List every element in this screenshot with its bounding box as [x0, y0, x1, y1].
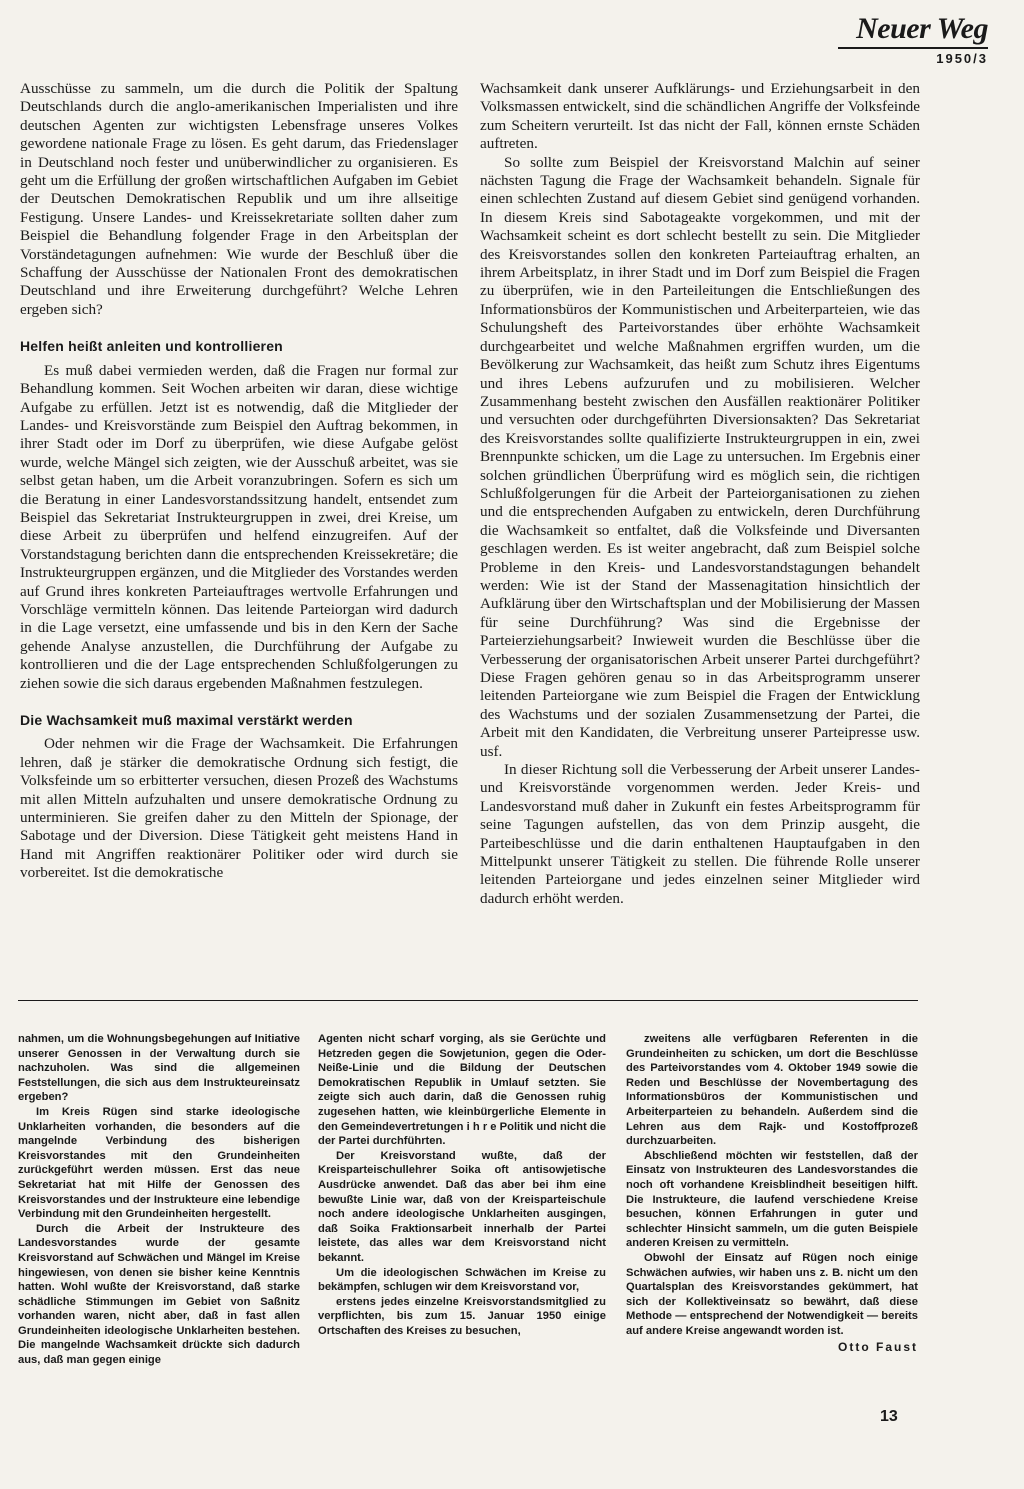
bottom-paragraph: Agenten nicht scharf vorging, als sie Gerüchte und Hetzreden gegen die Sowjetunion, gegen die Oder-Neiße-Linie und die Bildung der Deutschen Demokratischen Republik in Umlauf setzten. Sie zeigte sich auch darin, daß die Genossen ruhig zugesehen hatten, wie kleinbürgerliche Elemente in den Gemeindevertretungen i h r e Politik und nicht die der Partei durchführten. — [318, 1033, 606, 1148]
bottom-paragraph: Abschließend möchten wir feststellen, daß der Einsatz von Instrukteuren des Landesvorstandes die noch oft vorhandene Kreisblindheit beseitigen hilft. Die Instrukteure, die laufend verschiedene Kreise besuchen, können Erfahrungen in guter und schlechter Hinsicht sammeln, um die guten Beispiele anderen Kreisen zu vermitteln. — [626, 1149, 918, 1250]
bottom-paragraph: erstens jedes einzelne Kreisvorstandsmitglied zu verpflichten, bis zum 15. Januar 1950 einige Ortschaften des Kreises zu besuchen, — [318, 1295, 606, 1337]
right-paragraph-3: In dieser Richtung soll die Verbesserung der Arbeit unserer Landes- und Kreisvorstände vorgenommen werden. Jeder Kreis- und Landesvorstand muß daher in Zukunft ein festes Arbeitsprogramm für seine Tagungen aufstellen, das von dem Prinzip ausgeht, die Parteibeschlüsse und die darin enthaltenen Hauptaufgaben in den Mittelpunkt unserer Tätigkeit zu stellen. Die führende Rolle unserer leitenden Parteiorgane und jedes einzelnen seiner Mitglieder wird dadurch erhöht werden. — [480, 761, 920, 907]
left-paragraph-3: Oder nehmen wir die Frage der Wachsamkeit. Die Erfahrungen lehren, daß je stärker die demokratische Ordnung sich festigt, die Volksfeinde um so erbitterter versuchen, diesen Prozeß des Wachstums mit allen Mitteln aufzuhalten und unsere demokratische Ordnung zu unterminieren. Sie greifen daher zu den Mitteln der Spionage, der Sabotage und der Diversion. Diese Tätigkeit geht meistens Hand in Hand mit Angriffen reaktionärer Politiker oder wird durch sie vorbereitet. Ist die demokratische — [20, 735, 458, 882]
bottom-paragraph: Obwohl der Einsatz auf Rügen noch einige Schwächen aufwies, wir haben uns z. B. nicht um den Quartalsplan des Kreisvorstandes gekümmert, hat sich der Kollektiveinsatz so bewährt, daß diese Methode — entsprechend der Notwendigkeit — bereits auf andere Kreise angewandt worden ist. — [626, 1251, 918, 1337]
bottom-column-3 — [626, 1032, 918, 1355]
bottom-column-1 — [18, 1032, 300, 1368]
right-paragraph-2: So sollte zum Beispiel der Kreisvorstand Malchin auf seiner nächsten Tagung die Frage der Wachsamkeit behandeln. Signale für einen schlechten Zustand auf diesem Gebiet sind genügend vorhanden. In diesem Kreis sind Sabotageakte vorgekommen, und mit der Wachsamkeit scheint es dort schlecht bestellt zu sein. Die Mitglieder des Kreisvorstandes sollen den konkreten Parteiauftrag erhalten, an ihrem Arbeitsplatz, in ihrer Stadt und im Dorf zum Beispiel die Fragen zu überprüfen, wie in den Parteileitungen die Entschließungen des Informationsbüros der Kommunistischen und Arbeiterparteien, wie das Schulungsheft des Parteivorstandes über erhöhte Wachsamkeit durchgearbeitet und welche Maßnahmen ergriffen wurden, um die Bevölkerung zur Wachsamkeit, das heißt zum Schutz ihres Eigentums und ihres Lebens aufzurufen und zu mobilisieren. Welcher Zusammenhang besteht zwischen den Ausfällen reaktionärer Politiker und versuchten oder durchgeführten Diversionsakten? Das Sekretariat des Kreisvorstandes sollte qualifizierte Instrukteurgruppen in ein, zwei Brennpunkte schicken, um die Lage zu untersuchen. Im Ergebnis einer solchen gründlichen Überprüfung wird es möglich sein, die richtigen Schlußfolgerungen für die Arbeit der Parteiorganisationen zu ziehen und die entsprechenden Aufgaben zu entwickeln, deren Durchführung die Wachsamkeit so entfaltet, daß die Volksfeinde und Diversanten geschlagen werden. Es ist weiter angebracht, daß zum Beispiel solche Probleme in den Kreis- und Landesvorstandstagungen behandelt werden: Wie ist der Stand der Massenagitation hinsichtlich der Aufklärung über den Wirtschaftsplan und der Mobilisierung der Massen für seine Durchführung? Was sind die Ergebnisse der Parteierziehungsarbeit? Inwieweit wurden die Beschlüsse über die Verbesserung der organisatorischen Arbeit unserer Partei durchgeführt? Diese Fragen gehören genau so in das Arbeitsprogramm unserer leitenden Parteiorgane wie zum Beispiel die Fragen der Entwicklung des Wachstums und der sozialen Zusammensetzung der Partei, die Arbeit mit den Kandidaten, die Verbreitung unserer Parteipresse usw. usf. — [480, 153, 920, 760]
left-paragraph-1: Ausschüsse zu sammeln, um die durch die Politik der Spaltung Deutschlands durch die anglo-amerikanischen Imperialisten und ihre deutschen Agenten zur wichtigsten Lebensfrage unseres Volkes gewordene nationale Frage zu lösen. Es geht darum, das Friedenslager in Deutschland noch fester und unüberwindlicher zu organisieren. Es geht um die Erfüllung der großen wirtschaftlichen Aufgaben im Gebiet der Deutschen Demokratischen Republik und um ihre allseitige Festigung. Unsere Landes- und Kreissekretariate sollten daher zum Beispiel die Behandlung folgender Frage in den Arbeitsplan der Vorständetagungen aufnehmen: Wie wurde der Beschluß über die Schaffung der Ausschüsse der Nationalen Front des demokratischen Deutschland und ihre Erweiterung durchgeführt? Welche Lehren ergeben sich? — [20, 80, 458, 318]
issue-number: 1950/3 — [936, 51, 988, 66]
section-divider — [18, 1000, 918, 1001]
masthead — [838, 14, 988, 66]
right-column — [480, 80, 920, 908]
author-signature: Otto Faust — [838, 1340, 918, 1355]
bottom-paragraph: zweitens alle verfügbaren Referenten in die Grundeinheiten zu schicken, um dort die Beschlüsse des Parteivorstandes vom 4. Oktober 1949 sowie die Reden und Beschlüsse der Novembertagung des Informationsbüros der Kommunistischen und Arbeiterparteien zu behandeln. Außerdem sind die Lehren aus dem Rajk- und Kostoffprozeß durchzuarbeiten. — [626, 1033, 918, 1148]
bottom-paragraph: Im Kreis Rügen sind starke ideologische Unklarheiten vorhanden, die besonders auf die mangelnde Verbindung des bisherigen Kreisvorstandes mit den Grundeinheiten zurückgeführt werden müssen. Erst das neue Sekretariat hat mit Hilfe der Genossen des Kreisvorstandes und der Instrukteure eine lebendige Verbindung mit den Grundeinheiten hergestellt. — [18, 1105, 300, 1221]
left-column — [20, 80, 458, 883]
page-number: 13 — [880, 1408, 898, 1425]
bottom-paragraph: Durch die Arbeit der Instrukteure des Landesvorstandes wurde der gesamte Kreisvorstand auf Schwächen und Mängel im Kreise hingewiesen, von denen sie bisher keine Kenntnis hatten. Wohl wußte der Kreisvorstand, daß starke schädliche Stimmungen im Gebiet von Saßnitz vorhanden waren, nicht aber, daß in fast allen Grundeinheiten ideologische Unklarheiten bestehen. Die mangelnde Wachsamkeit drückte sich dadurch aus, daß man gegen einige — [18, 1222, 300, 1367]
section-heading-wachsamkeit: Die Wachsamkeit muß maximal verstärkt werden — [20, 712, 353, 728]
left-paragraph-2: Es muß dabei vermieden werden, daß die Fragen nur formal zur Behandlung kommen. Seit Wochen arbeiten wir daran, diese wichtige Aufgabe zu erfüllen. Jetzt ist es notwendig, daß die Mitglieder der Landes- und Kreisvorstände zum Beispiel den Auftrag bekommen, in ihrer Stadt oder im Dorf zu überprüfen, wie diese Aufgabe gelöst wurde, welche Mängel sich zeigten, wie der Ausschuß arbeitet, was sie selbst getan haben, um die Arbeit voranzubringen. Sofern es sich um die Beratung in einer Landesvorstandssitzung handelt, entsendet zum Beispiel das Sekretariat Instrukteurgruppen in zwei, drei Kreise, um diese Arbeit zu überprüfen und helfend einzugreifen. Auf der Vorstandstagung berichten dann die entsprechenden Kreissekretäre; die Instrukteurgruppen ergänzen, und die Mitglieder des Vorstandes werden auf Grund ihres konkreten Parteiauftrages wertvolle Erfahrungen und Vorschläge vermitteln können. Das leitende Parteiorgan wird dadurch in die Lage versetzt, eine umfassende und bis in den Kern der Sache gehende Analyse anzustellen, die Durchführung der Aufgabe zu kontrollieren und die der Lage entsprechenden Schlußfolgerungen zu ziehen sowie die sich daraus ergebenden Maßnahmen festzulegen. — [20, 361, 458, 692]
bottom-paragraph: Um die ideologischen Schwächen im Kreise zu bekämpfen, schlugen wir dem Kreisvorstand vor, — [318, 1266, 606, 1294]
magazine-logo: Neuer Weg — [856, 12, 988, 45]
masthead-rule — [838, 47, 988, 49]
bottom-column-2 — [318, 1032, 606, 1338]
right-paragraph-1: Wachsamkeit dank unserer Aufklärungs- und Erziehungsarbeit in den Volksmassen entwickelt, sind die schändlichen Angriffe der Volksfeinde zum Scheitern verurteilt. Ist das nicht der Fall, können ernste Schäden auftreten. — [480, 80, 920, 153]
bottom-paragraph: nahmen, um die Wohnungsbegehungen auf Initiative unserer Genossen in der Verwaltung durch sie nachzuholen. Was sind die allgemeinen Feststellungen, die sich aus dem Instrukteureinsatz ergeben? — [18, 1033, 300, 1104]
bottom-paragraph: Der Kreisvorstand wußte, daß der Kreisparteischullehrer Soika oft antisowjetische Ausdrücke anwendet. Daß das aber bei ihm eine bewußte Linie war, daß von der Kreisparteischule noch andere ideologische Unklarheiten ausgingen, daß Soika Fraktionsarbeit innerhalb der Partei leistete, das alles war dem Kreisvorstand nicht bekannt. — [318, 1149, 606, 1264]
section-heading-helfen: Helfen heißt anleiten und kontrollieren — [20, 338, 283, 355]
